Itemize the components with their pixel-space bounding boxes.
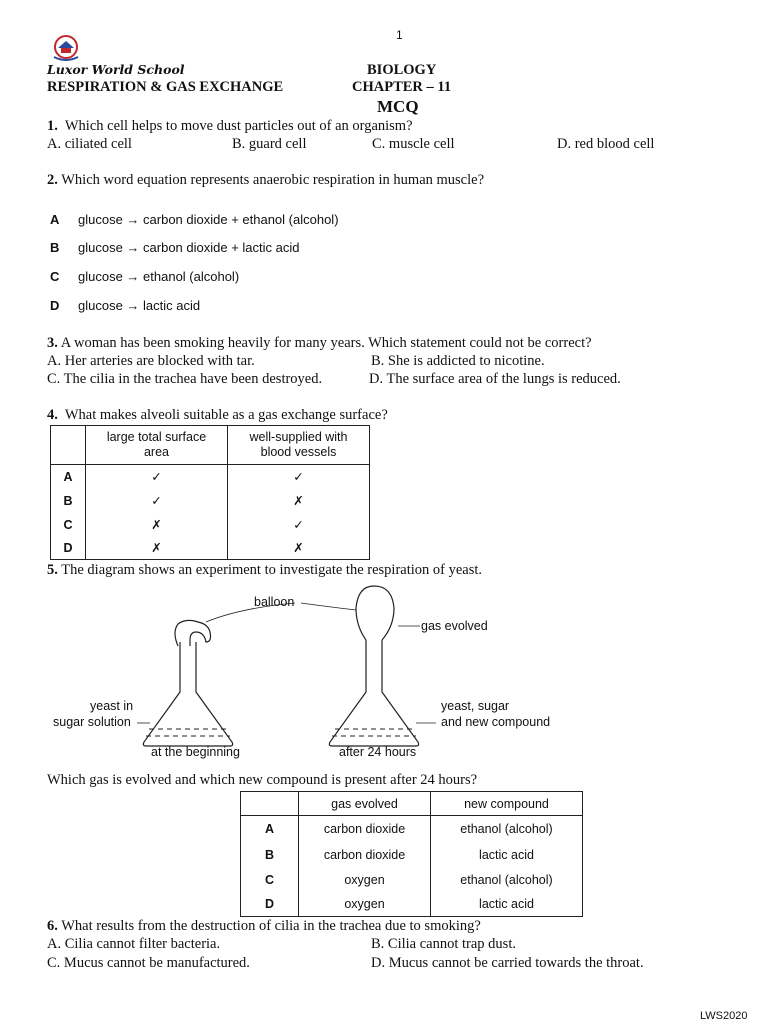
- q4-cell: ✓: [86, 465, 228, 489]
- q5-header-new-compound: new compound: [431, 792, 583, 816]
- question-5-followup: Which gas is evolved and which new compound is present after 24 hours?: [47, 772, 478, 788]
- q5-cell: carbon dioxide: [299, 843, 431, 868]
- q2-option-c: glucose → ethanol (alcohol): [78, 269, 240, 284]
- q4-cell: ✗: [86, 513, 228, 537]
- q4-header-surface-area: large total surface area: [86, 426, 228, 465]
- q4-cell: ✓: [86, 489, 228, 513]
- q3-option-d: D. The surface area of the lungs is reduced.: [369, 371, 621, 387]
- q4-row-letter: B: [51, 489, 86, 513]
- section-title: MCQ: [377, 97, 419, 116]
- label-balloon: balloon: [254, 595, 295, 609]
- q4-cell: ✗: [86, 537, 228, 560]
- q4-table: [50, 425, 370, 560]
- label-yeast-in: yeast in: [90, 699, 134, 713]
- label-yeast-sugar: yeast, sugar: [441, 699, 510, 713]
- q5-cell: oxygen: [299, 868, 431, 893]
- question-6: 6. What results from the destruction of cilia in the trachea due to smoking?: [47, 918, 481, 934]
- q5-cell: oxygen: [299, 893, 431, 917]
- q2-letter-b: B: [50, 240, 60, 255]
- q1-option-c: C. muscle cell: [372, 136, 455, 152]
- q5-cell: lactic acid: [431, 893, 583, 917]
- q1-option-d: D. red blood cell: [557, 136, 655, 152]
- q5-row-letter: B: [241, 843, 299, 868]
- inflated-balloon: [356, 586, 394, 640]
- topic-title: RESPIRATION & GAS EXCHANGE: [47, 79, 284, 95]
- q6-option-a: A. Cilia cannot filter bacteria.: [47, 936, 221, 952]
- q4-header-blood-vessels: well-supplied with blood vessels: [228, 426, 370, 465]
- q5-cell: lactic acid: [431, 843, 583, 868]
- q5-cell: ethanol (alcohol): [431, 816, 583, 843]
- q1-option-b: B. guard cell: [232, 136, 307, 152]
- q6-option-b: B. Cilia cannot trap dust.: [371, 936, 516, 952]
- q5-row-letter: C: [241, 868, 299, 893]
- q5-header-gas-evolved: gas evolved: [299, 792, 431, 816]
- question-1: 1. Which cell helps to move dust particles out of an organism?: [47, 118, 413, 134]
- q2-option-d: glucose → lactic acid: [78, 298, 201, 313]
- footer-code: LWS2020: [700, 1010, 748, 1022]
- page-number: 1: [396, 28, 403, 42]
- subject-title: BIOLOGY: [367, 62, 437, 78]
- question-5: 5. The diagram shows an experiment to investigate the respiration of yeast.: [47, 562, 483, 578]
- school-logo-icon: [49, 35, 83, 63]
- q4-cell: ✗: [228, 489, 370, 513]
- chapter-title: CHAPTER – 11: [352, 79, 452, 95]
- q5-cell: carbon dioxide: [299, 816, 431, 843]
- question-4: 4. What makes alveoli suitable as a gas exchange surface?: [47, 407, 388, 423]
- question-3: 3. A woman has been smoking heavily for many years. Which statement could not be correct?: [47, 335, 592, 351]
- q2-letter-d: D: [50, 298, 60, 313]
- label-gas-evolved: gas evolved: [421, 619, 488, 633]
- q6-option-d: D. Mucus cannot be carried towards the throat.: [371, 955, 644, 971]
- q4-row-letter: A: [51, 465, 86, 489]
- right-flask: [329, 640, 418, 746]
- school-name: Luxor World School: [47, 62, 185, 77]
- q2-option-a: glucose → carbon dioxide + ethanol (alcohol): [78, 212, 339, 227]
- label-at-the-beginning: at the beginning: [151, 745, 240, 759]
- q3-option-a: A. Her arteries are blocked with tar.: [47, 353, 255, 369]
- label-new-compound: and new compound: [441, 715, 551, 729]
- q5-cell: ethanol (alcohol): [431, 868, 583, 893]
- q4-row-letter: D: [51, 537, 86, 560]
- q2-letter-c: C: [50, 269, 60, 284]
- q5-row-letter: A: [241, 816, 299, 843]
- q4-cell: ✓: [228, 465, 370, 489]
- q4-cell: ✗: [228, 537, 370, 560]
- left-flask: [143, 642, 232, 746]
- q4-row-letter: C: [51, 513, 86, 537]
- q4-cell: ✓: [228, 513, 370, 537]
- label-after-24-hours: after 24 hours: [339, 745, 417, 759]
- q3-option-b: B. She is addicted to nicotine.: [371, 353, 545, 369]
- q5-row-letter: D: [241, 893, 299, 917]
- q1-option-a: A. ciliated cell: [47, 136, 132, 152]
- label-sugar-solution: sugar solution: [53, 715, 131, 729]
- yeast-experiment-diagram: [0, 580, 768, 770]
- q3-option-c: C. The cilia in the trachea have been destroyed.: [47, 371, 323, 387]
- q2-option-b: glucose → carbon dioxide + lactic acid: [78, 240, 300, 255]
- q6-option-c: C. Mucus cannot be manufactured.: [47, 955, 250, 971]
- q5-table: [240, 791, 583, 917]
- q2-letter-a: A: [50, 212, 60, 227]
- question-2: 2. Which word equation represents anaerobic respiration in human muscle?: [47, 172, 485, 188]
